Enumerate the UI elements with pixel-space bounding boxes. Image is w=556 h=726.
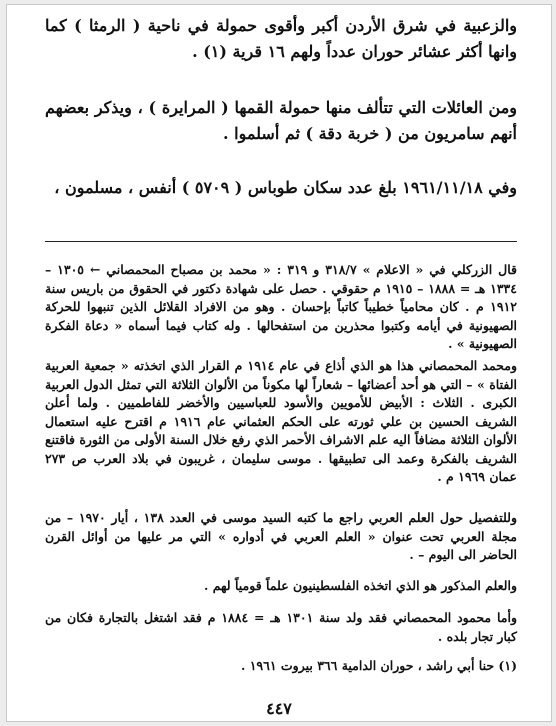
footnote-mahmasani-flag: ومحمد المحمصاني هذا هو الذي أذاع في عام ١٩١٤ م القرار الذي اتخذته « جمعية العربية الفتاة » – التي هو أحد أعضائها – شعاراً لها مكوناً من الألوان الثلاثة التي تمثل الدول العربية الكبرى . الثلاث : الأبيض للأمويين والأسود للعباسيين والأخضر للفاطميين . ولما أعلن الشريف الحسين بن علي ثورته على الحكم العثماني عام ١٩١٦ م اقترح عليه استعمال الألوان الثلاثة مضافاً اليه علم الاشراف الأحمر الذي رفع خلال السنة الأولى من الثورة فاقتنع الشريف بالفكرة وعمد الى تطبيقها . موسى سليمان ، غريبون في بلاد العرب ص ٢٧٣ عمان ١٩٦٩ م . <box>45 358 517 484</box>
paragraph-tubas-population: وفي ١٩٦١/١١/١٨ بلغ عدد سكان طوباس ( ٥٧٠٩ ) أنفس ، مسلمون ، <box>54 178 517 197</box>
paragraph-families: ومن العائلات التي تتألف منها حمولة القمها ( المرايرة ) ، ويذكر بعضهم أنهم سامريون من ( خربة دقة ) ثم أسلموا . <box>45 98 517 143</box>
footnote-mahmoud-mahmasani: وأما محمود المحمصاني فقد ولد سنة ١٣٠١ هـ = ١٨٨٤ م فقد اشتغل بالتجارة فكان من كبار تجار بلده . <box>45 610 517 644</box>
page-number: ٤٤٧ <box>266 699 292 718</box>
footnote-separator <box>45 241 517 242</box>
footnote-palestinian-flag: والعلم المذكور هو الذي اتخذه الفلسطينيون علماً قومياً لهم . <box>204 578 517 593</box>
document-page <box>6 4 552 722</box>
footnote-zirikli: قال الزركلي في « الاعلام » ٣١٨/٧ و ٣١٩ : « محمد بن مصباح المحمصاني ← ١٣٠٥ – ١٣٣٤ هـ = ١٨٨٨ – ١٩١٥ م حقوقي . حصل على شهادة دكتور في الحقوق من باريس سنة ١٩١٢ م . كان محامياً خطيباً كاتباً بإحسان . وهو من الافراد القلائل الذين تنبهوا للحركة الصهيونية في أيامه وكتبوا محذرين من استفحالها . وله كتاب فيما أسماه « دعاة الفكرة الصهيونية » . <box>45 262 517 351</box>
footnote-reference-1: (١) حنا أبي راشد ، حوران الدامية ٣٦٦ بيروت ١٩٦١ . <box>240 658 517 673</box>
footnote-arab-flag-detail: وللتفصيل حول العلم العربي راجع ما كتبه السيد موسى في العدد ١٣٨ ، أيار ١٩٧٠ – من مجلة العربي تحت عنوان « العلم العربي في أدواره » التي مر عليها من أوائل القرن الحاضر الى اليوم – . <box>45 510 517 562</box>
paragraph-zoubia: والزعبية في شرق الأردن أكبر وأقوى حمولة في ناحية ( الرمثا ) كما وانها أكثر عشائر حوران عدداً ولهم ١٦ قرية (١) . <box>45 16 517 61</box>
